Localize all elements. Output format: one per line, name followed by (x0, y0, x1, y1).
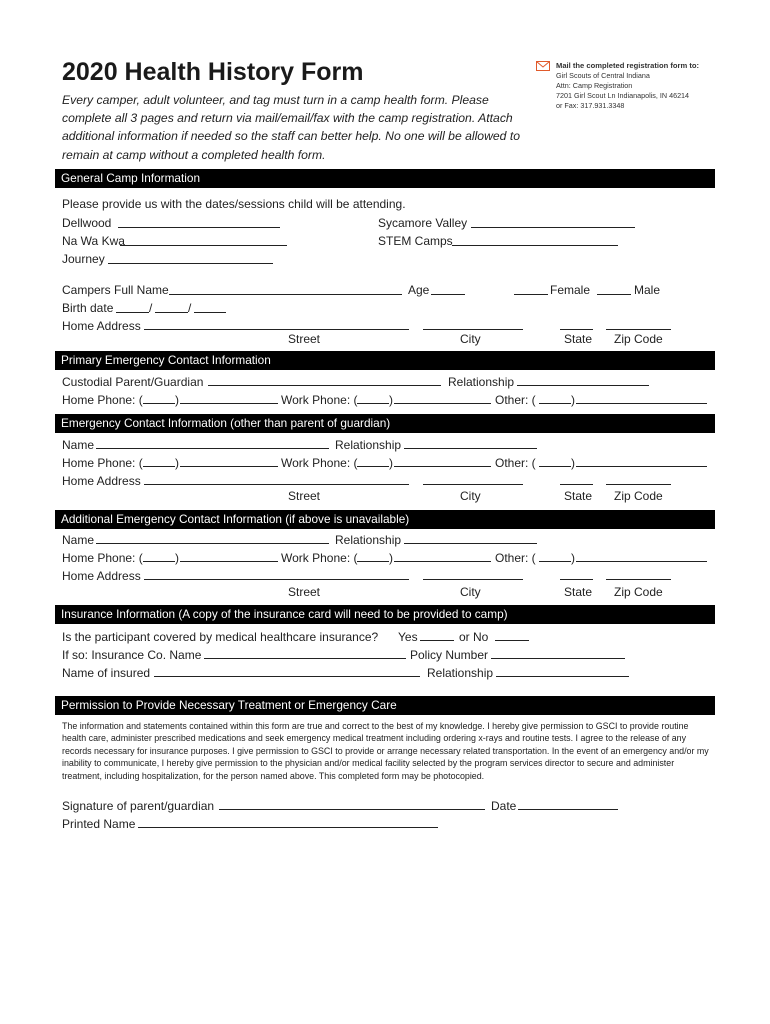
street-label: Street (288, 489, 321, 503)
date-separator: / (149, 301, 153, 315)
zip-label: Zip Code (614, 489, 663, 503)
birth-month-field[interactable] (116, 312, 149, 313)
dellwood-field[interactable] (118, 227, 280, 228)
date-label: Date (491, 799, 517, 813)
sessions-prompt: Please provide us with the dates/sessions child will be attending. (62, 197, 406, 211)
name-label: Name (62, 438, 95, 452)
home-address-label: Home Address (62, 474, 141, 488)
birth-day-field[interactable] (155, 312, 188, 313)
no-label: or No (459, 630, 489, 644)
relationship-field[interactable] (404, 448, 537, 449)
work-phone-label: Work Phone: ( (281, 456, 358, 470)
section-primary: Primary Emergency Contact Information (55, 351, 715, 370)
guardian-field[interactable] (208, 385, 441, 386)
yes-label: Yes (398, 630, 418, 644)
mail-line: 7201 Girl Scout Ln Indianapolis, IN 46214 (556, 91, 690, 100)
home-phone-field[interactable] (180, 466, 278, 467)
paren-close: ) (571, 456, 575, 470)
state-label: State (564, 332, 593, 346)
insured-name-label: Name of insured (62, 666, 151, 680)
insurance-company-field[interactable] (204, 658, 406, 659)
journey-field[interactable] (108, 263, 273, 264)
stem-label: STEM Camps (378, 234, 453, 248)
paren-close: ) (571, 393, 575, 407)
home-area-field[interactable] (143, 403, 175, 404)
date-separator: / (188, 301, 192, 315)
sycamore-label: Sycamore Valley (378, 216, 468, 230)
signature-field[interactable] (219, 809, 485, 810)
work-area-field[interactable] (357, 403, 389, 404)
female-label: Female (550, 283, 591, 297)
full-name-field[interactable] (169, 294, 402, 295)
section-additional: Additional Emergency Contact Information (if above is unavailable) (55, 510, 715, 529)
home-phone-label: Home Phone: ( (62, 551, 143, 565)
intro-text: Every camper, adult volunteer, and tag must turn in a camp health form. Please complete all 3 pages and return via mail/email/fax with the camp registration. Attach additional information if needed so the staff can better help. No one will be allowed to remain at camp without a completed health form. (62, 93, 520, 162)
paren-close: ) (571, 551, 575, 565)
insured-relationship-label: Relationship (427, 666, 494, 680)
home-area-field[interactable] (143, 561, 175, 562)
other-area-field[interactable] (539, 466, 571, 467)
street-field[interactable] (144, 329, 409, 330)
work-phone-field[interactable] (394, 466, 491, 467)
city-label: City (460, 332, 481, 346)
paren-close: ) (175, 551, 179, 565)
insured-name-field[interactable] (154, 676, 420, 677)
work-phone-label: Work Phone: ( (281, 393, 358, 407)
paren-close: ) (175, 456, 179, 470)
other-phone-field[interactable] (576, 403, 707, 404)
no-field[interactable] (495, 640, 529, 641)
section-insurance: Insurance Information (A copy of the insurance card will need to be provided to camp) (55, 605, 715, 624)
relationship-label: Relationship (335, 438, 402, 452)
male-field[interactable] (597, 294, 631, 295)
zip-field[interactable] (606, 579, 671, 580)
zip-label: Zip Code (614, 585, 663, 599)
home-area-field[interactable] (143, 466, 175, 467)
relationship-field[interactable] (404, 543, 537, 544)
name-field[interactable] (96, 448, 329, 449)
home-phone-field[interactable] (180, 561, 278, 562)
relationship-field[interactable] (517, 385, 649, 386)
work-area-field[interactable] (357, 466, 389, 467)
sycamore-field[interactable] (471, 227, 635, 228)
relationship-label: Relationship (448, 375, 515, 389)
street-label: Street (288, 585, 321, 599)
work-phone-field[interactable] (394, 561, 491, 562)
work-phone-field[interactable] (394, 403, 491, 404)
page-title: 2020 Health History Form (62, 58, 364, 86)
zip-label: Zip Code (614, 332, 663, 346)
mail-line: Attn: Camp Registration (556, 81, 633, 90)
state-field[interactable] (560, 484, 593, 485)
age-label: Age (408, 283, 430, 297)
street-field[interactable] (144, 579, 409, 580)
home-phone-label: Home Phone: ( (62, 393, 143, 407)
insured-relationship-field[interactable] (496, 676, 629, 677)
full-name-label: Campers Full Name (62, 283, 169, 297)
name-field[interactable] (96, 543, 329, 544)
stem-field[interactable] (452, 245, 618, 246)
mail-line: Girl Scouts of Central Indiana (556, 71, 650, 80)
section-permission: Permission to Provide Necessary Treatment or Emergency Care (55, 696, 715, 715)
state-label: State (564, 489, 593, 503)
state-field[interactable] (560, 579, 593, 580)
other-phone-field[interactable] (576, 561, 707, 562)
street-label: Street (288, 332, 321, 346)
nawakwa-field[interactable] (120, 245, 287, 246)
birth-year-field[interactable] (194, 312, 226, 313)
home-phone-label: Home Phone: ( (62, 456, 143, 470)
state-field[interactable] (560, 329, 593, 330)
work-area-field[interactable] (357, 561, 389, 562)
yes-field[interactable] (420, 640, 454, 641)
city-field[interactable] (423, 329, 523, 330)
zip-field[interactable] (606, 329, 671, 330)
nawakwa-label: Na Wa Kwa (62, 234, 125, 248)
mail-line: or Fax: 317.931.3348 (556, 101, 625, 110)
home-address-label: Home Address (62, 319, 141, 333)
mail-heading: Mail the completed registration form to: (556, 61, 700, 70)
birth-date-label: Birth date (62, 301, 114, 315)
mail-address-block (556, 61, 770, 111)
section-general: General Camp Information (55, 169, 715, 188)
male-label: Male (634, 283, 661, 297)
printed-name-field[interactable] (138, 827, 438, 828)
city-field[interactable] (423, 579, 523, 580)
city-field[interactable] (423, 484, 523, 485)
insurance-company-label: If so: Insurance Co. Name (62, 648, 202, 662)
policy-number-label: Policy Number (410, 648, 489, 662)
name-label: Name (62, 533, 95, 547)
journey-label: Journey (62, 252, 105, 266)
relationship-label: Relationship (335, 533, 402, 547)
home-address-label: Home Address (62, 569, 141, 583)
paren-close: ) (175, 393, 179, 407)
other-area-field[interactable] (539, 561, 571, 562)
guardian-label: Custodial Parent/Guardian (62, 375, 204, 389)
female-field[interactable] (514, 294, 548, 295)
other-area-field[interactable] (539, 403, 571, 404)
policy-number-field[interactable] (491, 658, 625, 659)
other-phone-label: Other: ( (495, 393, 536, 407)
other-phone-label: Other: ( (495, 456, 536, 470)
city-label: City (460, 489, 481, 503)
work-phone-label: Work Phone: ( (281, 551, 358, 565)
dellwood-label: Dellwood (62, 216, 112, 230)
permission-text: The information and statements contained within this form are true and correct to the best of my knowledge. I hereby give permission to GSCI to provide routine health care, administer prescribed medications and seek emergency medical treatment including ordering x-rays and routine tests. I agree to the release of any records necessary for insurance purposes. I give permission to GSCI to provide or arrange necessary related transportation. In the event of an emergency and/or my inability to communicate, I hereby give permission to the physician and/or medical facility selected by the program services director to secure and administer treatment, including hospitalization, for the person named above. This completed form may be photocopied. (62, 721, 709, 781)
paren-close: ) (389, 393, 393, 407)
printed-name-label: Printed Name (62, 817, 136, 831)
city-label: City (460, 585, 481, 599)
other-phone-field[interactable] (576, 466, 707, 467)
street-field[interactable] (144, 484, 409, 485)
paren-close: ) (389, 551, 393, 565)
paren-close: ) (389, 456, 393, 470)
zip-field[interactable] (606, 484, 671, 485)
other-phone-label: Other: ( (495, 551, 536, 565)
signature-label: Signature of parent/guardian (62, 799, 215, 813)
section-emergency: Emergency Contact Information (other than parent of guardian) (55, 414, 715, 433)
insurance-question: Is the participant covered by medical healthcare insurance? (62, 630, 379, 644)
home-phone-field[interactable] (180, 403, 278, 404)
date-field[interactable] (518, 809, 618, 810)
state-label: State (564, 585, 593, 599)
envelope-icon (536, 61, 550, 71)
age-field[interactable] (431, 294, 465, 295)
